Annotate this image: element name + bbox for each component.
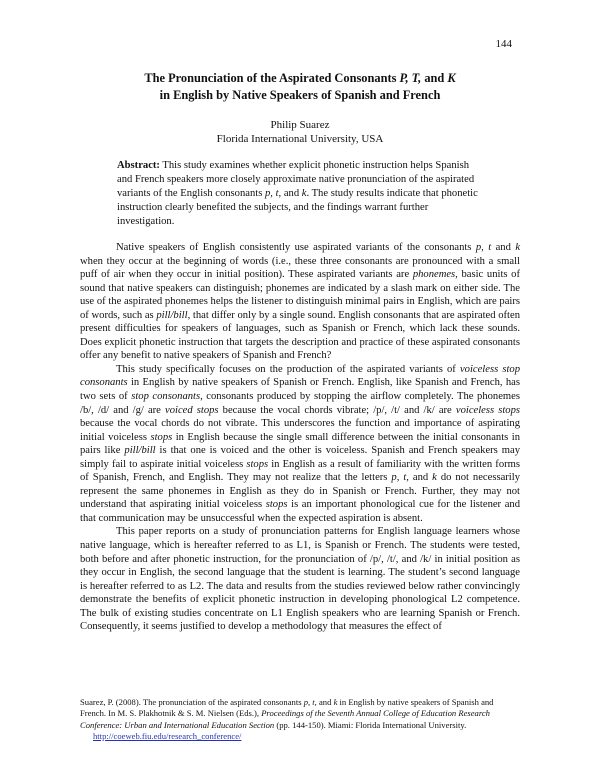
footnote-italic: k: [333, 697, 338, 707]
abstract-italic: p, t,: [265, 187, 282, 199]
abstract-text: . The study results indicate that phonetic instruction clearly benefited the subjects, and the findings warrant further investigation.: [117, 187, 478, 227]
author-affiliation: Florida International University, USA: [216, 133, 384, 145]
page-number: 144: [495, 38, 512, 50]
text-run: basic units of sound that native speakers can distinguish; phonemes are indicated by a slash mark on either side. The use of the aspirated phonemes helps the listener to distinguish minimal pairs in English, which are pairs of words, such as: [80, 269, 520, 321]
italic-run: stops: [246, 458, 269, 470]
footnote-text: and: [316, 697, 334, 707]
text-run: in English as a result of familiarity with the written forms of Spanish, French, and English. They may not realize that the letters: [80, 458, 521, 484]
abstract-text: This study examines whether explicit phonetic instruction helps Spanish and French speakers more closely approximate native pronunciation of the aspirated variants of the English consonants: [117, 160, 475, 199]
footnote-text: (pp. 144-150). Miami: Florida International University.: [274, 719, 467, 730]
abstract: [117, 159, 485, 229]
italic-run: stop consonants: [131, 391, 201, 403]
italic-run: stops: [265, 499, 288, 511]
italic-run: p, t,: [391, 472, 409, 484]
footnote-text: in English by native speakers of Spanish and French. In M. S. Plakhotnik & S. M. Nielsen (Eds.),: [80, 697, 494, 719]
author-name: Philip Suarez: [270, 119, 330, 131]
text-run: and: [408, 472, 433, 484]
text-run: and: [491, 242, 516, 253]
title-line1-text: The Pronunciation of the Aspirated Consonants: [144, 71, 400, 85]
text-run: , consonants produced by stopping the airflow completely. The phonemes /b/, /d/ and /g/ are: [80, 391, 520, 416]
italic-run: pill/bill: [156, 309, 188, 321]
text-run: do not necessarily represent the same phonemes in English as they do in Spanish or French. Further, they may not understand that aspirating initial voiceless: [80, 472, 520, 511]
italic-run: voiceless stop consonants: [80, 363, 520, 389]
abstract-text: and: [281, 187, 302, 199]
text-run: in English because the single small difference between the initial consonants in pairs like: [80, 431, 520, 457]
footnote-italic: p, t,: [303, 697, 317, 707]
body-text: [80, 241, 520, 634]
text-run: in English by native speakers of Spanish or French. English, like Spanish and French, has two sets of: [80, 377, 520, 403]
author-block: [80, 118, 520, 146]
text-run: because the vocal chords do not vibrate. This underscores the function and importance of aspirating initial voiceless: [80, 418, 520, 443]
paragraph-3: This paper reports on a study of pronunciation patterns for English language learners whose native language, which is hereafter referred to as L1, is Spanish or French. The students were tested, both before and after phonetic instruction, for the pronunciation of /p/, /t/, and /k/ in initial position as they occur in English, the second language that the student is learning. The student’s second language is hereafter referred to as L2. The data and results from the studies reviewed below rather convincingly demonstrate the benefits of explicit phonetic instruction in developing phonological L2 competence. The bulk of existing studies concentrate on L1 English speakers who are learning Spanish or French. Consequently, it seems justified to develop a methodology that measures the effect of: [80, 526, 520, 633]
abstract-label: Abstract:: [117, 160, 160, 171]
italic-run: stops: [150, 431, 173, 443]
italic-run: k: [515, 242, 521, 253]
italic-run: p, t: [475, 242, 492, 253]
text-run: Native speakers of English consistently use aspirated variants of the consonants: [116, 242, 476, 253]
footnote-text: Suarez, P. (2008). The pronunciation of the aspirated consonants: [80, 697, 304, 707]
text-run: is an important phonological cue for the listener and that communication may be unsuccessful when the expected aspiration is absent.: [80, 499, 520, 524]
italic-run: phonemes,: [412, 269, 458, 281]
text-run: when they occur at the beginning of words (i.e., these three consonants are pronounced with a small puff of air when they occur in initial position). These aspirated variants are: [80, 255, 520, 281]
italic-run: voiced stops: [165, 404, 219, 416]
italic-run: pill/bill: [124, 445, 156, 457]
italic-run: voiceless stops: [455, 404, 521, 416]
text-run: , that differ only by a single sound. English consonants that are aspirated often present difficulties for speakers of languages, such as Spanish or French, which lack these sounds. Does explicit phonetic instruction that targets the description and practice of these aspirated consonants offer any benefit to native speakers of Spanish and French?: [80, 309, 520, 362]
paragraph-1: [80, 241, 520, 363]
title-line2: in English by Native Speakers of Spanish and French: [159, 88, 441, 102]
italic-run: k: [432, 472, 437, 484]
citation-footnote: [80, 697, 520, 743]
footnote-italic: Proceedings of the Seventh Annual College of Education Research Conference: Urban and International Education Section: [80, 708, 490, 730]
text-run: is that one is voiced and the other is voiceless. Spanish and French speakers may simply fail to aspirate initial voiceless: [80, 445, 520, 470]
paper-title: [80, 70, 520, 104]
title-line1-and: and: [421, 71, 448, 85]
text-run: This study specifically focuses on the production of the aspirated variants of: [116, 363, 460, 375]
conference-url-link[interactable]: http://coeweb.fiu.edu/research_conference/: [93, 731, 242, 742]
title-line1-p: P, T,: [399, 71, 422, 85]
text-run: because the vocal chords vibrate; /p/, /t/ and /k/ are: [218, 404, 456, 416]
title-line1-k: K: [447, 71, 456, 85]
abstract-italic: k: [301, 187, 307, 199]
paragraph-2: [80, 363, 520, 526]
